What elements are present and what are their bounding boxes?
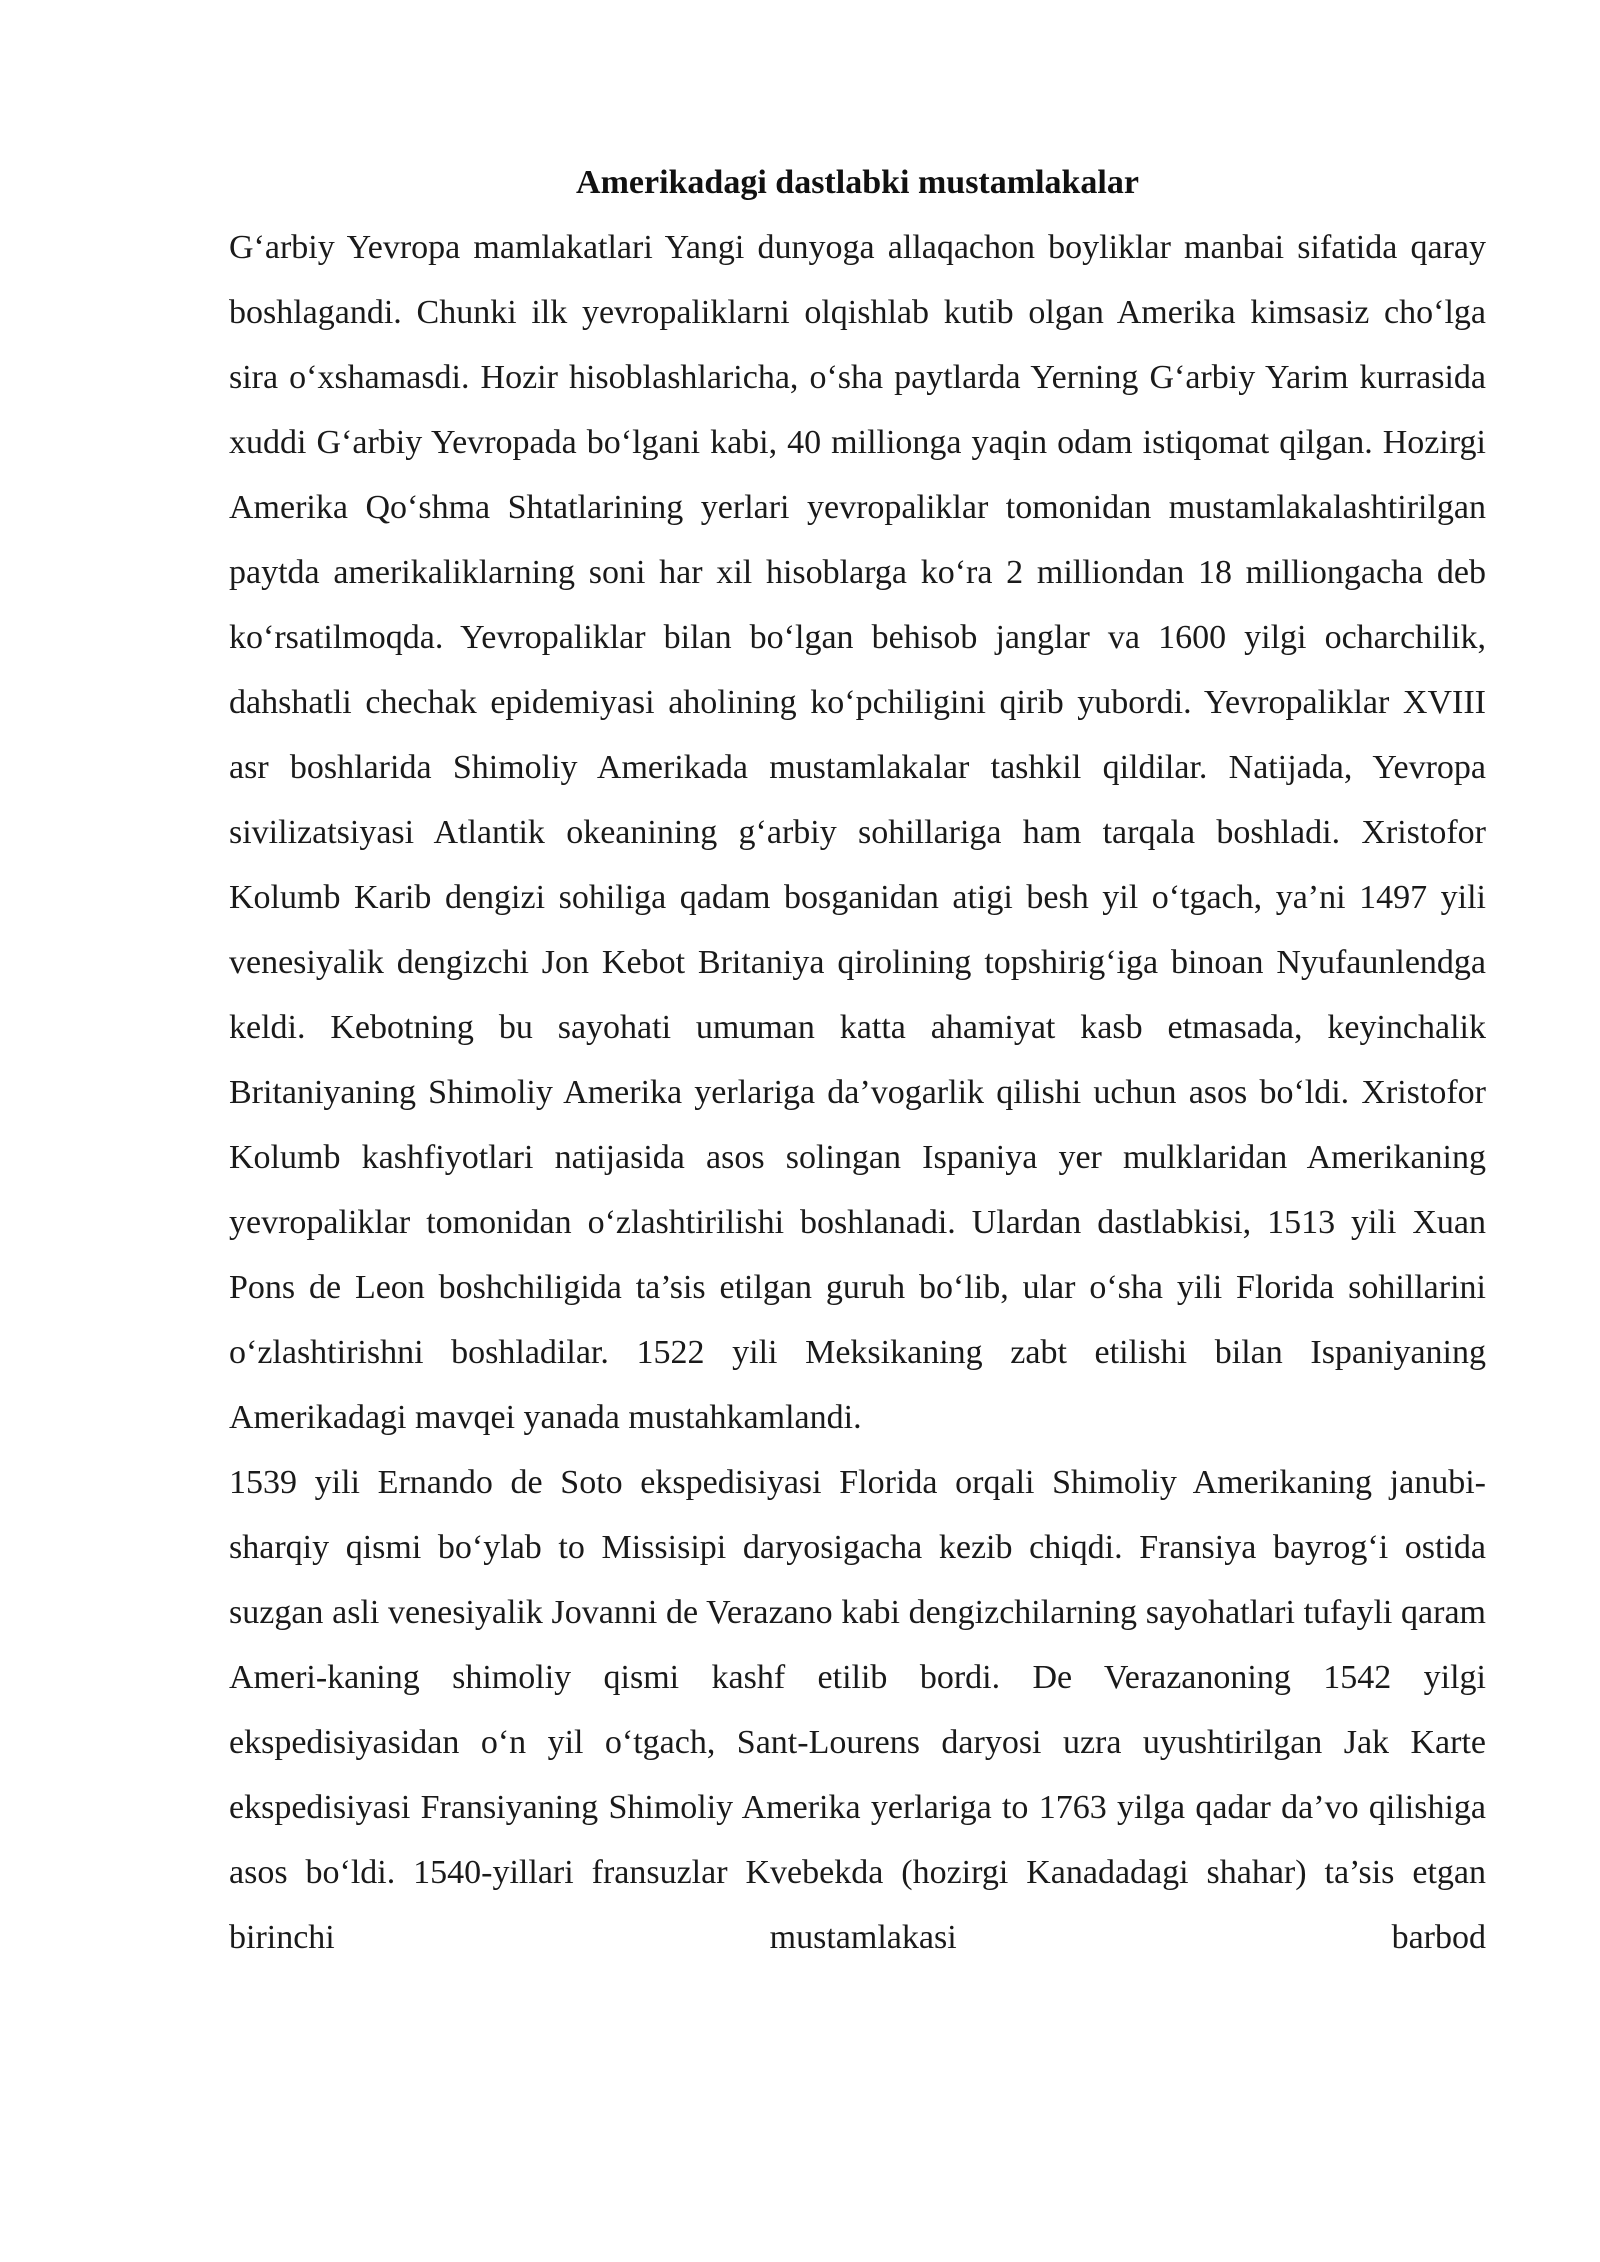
document-body bbox=[229, 150, 1486, 1970]
paragraph-1: G‘arbiy Yevropa mamlakatlari Yangi dunyoga allaqachon boyliklar manbai sifatida qaray boshlagandi. Chunki ilk yevropaliklarni olqishlab kutib olgan Amerika kimsasiz cho‘lga sira o‘xshamasdi. Hozir hisoblashlaricha, o‘sha paytlarda Yerning G‘arbiy Yarim kurrasida xuddi G‘arbiy Yevropada bo‘lgani kabi, 40 millionga yaqin odam istiqomat qilgan. Hozirgi Amerika Qo‘shma Shtatlarining yerlari yevropaliklar tomonidan mustamlakalashtirilgan paytda amerikaliklarning soni har xil hisoblarga ko‘ra 2 milliondan 18 milliongacha deb ko‘rsatilmoqda. Yevropaliklar bilan bo‘lgan behisob janglar va 1600 yilgi ocharchilik, dahshatli chechak epidemiyasi aholining ko‘pchiligini qirib yubordi. Yevropaliklar XVIII asr boshlarida Shimoliy Amerikada mustamlakalar tashkil qildilar. Natijada, Yevropa sivilizatsiyasi Atlantik okeanining g‘arbiy sohillariga ham tarqala boshladi. Xristofor Kolumb Karib dengizi sohiliga qadam bosganidan atigi besh yil o‘tgach, ya’ni 1497 yili venesiyalik dengizchi Jon Kebot Britaniya qirolining topshirig‘iga binoan Nyufaunlendga keldi. Kebotning bu sayohati umuman katta ahamiyat kasb etmasada, keyinchalik Britaniyaning Shimoliy Amerika yerlariga da’vogarlik qilishi uchun asos bo‘ldi. Xristofor Kolumb kashfiyotlari natijasida asos solingan Ispaniya yer mulklaridan Amerikaning yevropaliklar tomonidan o‘zlashtirilishi boshlanadi. Ulardan dastlabkisi, 1513 yili Xuan Pons de Leon boshchiligida ta’sis etilgan guruh bo‘lib, ular o‘sha yili Florida sohillarini o‘zlashtirishni boshladilar. 1522 yili Meksikaning zabt etilishi bilan Ispaniyaning Amerikadagi mavqei yanada mustahkamlandi. bbox=[229, 229, 1486, 1436]
page-title: Amerikadagi dastlabki mustamlakalar bbox=[576, 164, 1139, 201]
paragraph-2: 1539 yili Ernando de Soto ekspedisiyasi Florida orqali Shimoliy Amerikaning janubi-sharqiy qismi bo‘ylab to Missisipi daryosigacha kezib chiqdi. Fransiya bayrog‘i ostida suzgan asli venesiyalik Jovanni de Verazano kabi dengizchilarning sayohatlari tufayli qaram Ameri-kaning shimoliy qismi kashf etilib bordi. De Verazanoning 1542 yilgi ekspedisiyasidan o‘n yil o‘tgach, Sant-Lourens daryosi uzra uyushtirilgan Jak Karte ekspedisiyasi Fransiyaning Shimoliy Amerika yerlariga to 1763 yilga qadar da’vo qilishiga asos bo‘ldi. 1540-yillari fransuzlar Kvebekda (hozirgi Kanadadagi shahar) ta’sis etgan birinchi mustamlakasi barbod bbox=[229, 1464, 1486, 1956]
